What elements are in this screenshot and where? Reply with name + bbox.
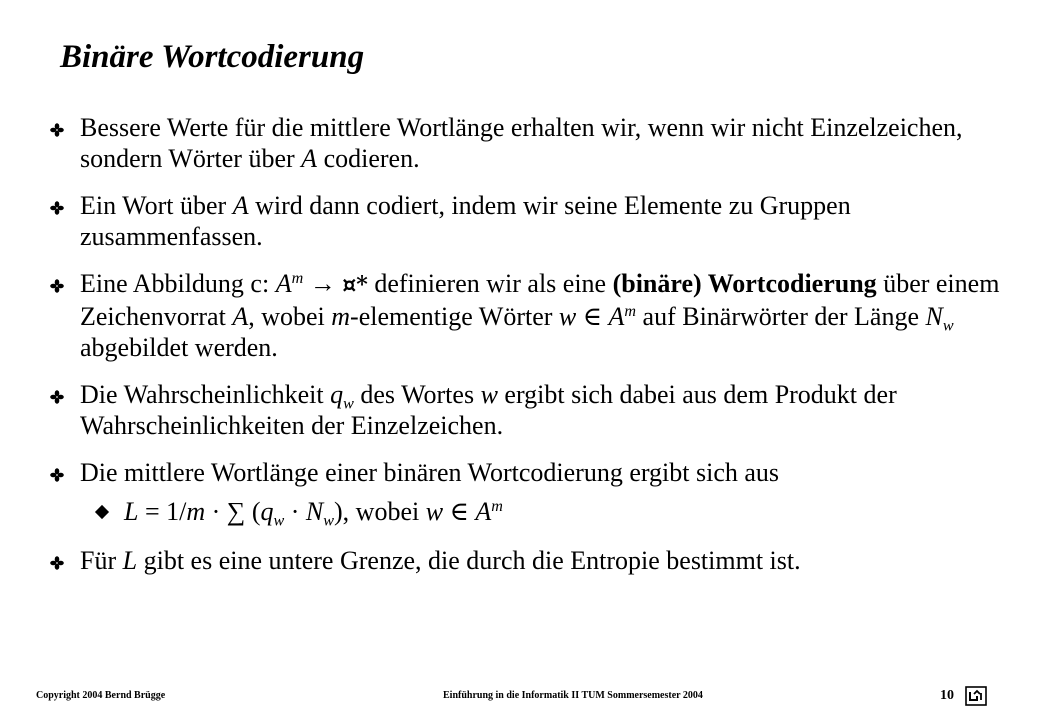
arrow-symbol: →	[303, 269, 343, 298]
bullet-6-text-b: gibt es eine untere Grenze, die durch die Entropie bestimmt ist.	[137, 546, 801, 575]
bullet-2-text-a: Ein Wort über	[80, 191, 233, 220]
bullet-3-text-c: über einem Zeichenvorrat	[80, 269, 1000, 331]
bullet-3-text-b: definieren wir als eine	[367, 269, 613, 298]
formula-var-q: q	[260, 497, 274, 526]
formula-sub-w1: w	[273, 512, 285, 530]
formula-text-a: = 1/	[138, 497, 187, 526]
formula-text-d: ), wobei	[334, 497, 426, 526]
bullet-1-var-a: A	[301, 144, 318, 173]
footer-copyright: Copyright 2004 Bernd Brügge	[36, 690, 166, 701]
bullet-6-text-a: Für	[80, 546, 123, 575]
bullet-item-2	[50, 190, 1010, 252]
element-of-symbol: ∈	[576, 302, 609, 331]
bullet-3-sub-w: w	[942, 317, 954, 335]
four-leaf-bullet-icon	[50, 279, 64, 293]
bullet-item-4	[50, 379, 1010, 441]
bullet-3-var-e: A	[608, 302, 625, 331]
page-number: 10	[940, 688, 954, 703]
four-leaf-bullet-icon	[50, 201, 64, 215]
bullet-3-var-f: N	[925, 302, 943, 331]
bullet-3-var-c: m	[331, 302, 351, 331]
formula-var-n: N	[305, 497, 324, 526]
bullet-3-bold-term: (binäre) Wortcodierung	[612, 269, 877, 298]
four-leaf-bullet-icon	[50, 468, 64, 482]
bullet-4-var-q: q	[330, 380, 344, 409]
tum-logo-icon[interactable]	[965, 686, 987, 706]
bullet-3-text-f: auf Binärwörter der Länge	[636, 302, 926, 331]
bullet-4-var-w: w	[480, 380, 498, 409]
bullet-4-text-c: ergibt sich dabei aus dem Produkt der Wahrscheinlichkeiten der Einzelzeichen.	[80, 380, 897, 440]
bullet-list	[50, 112, 1010, 592]
bullet-3-text-g: abgebildet werden.	[80, 333, 278, 362]
bullet-2-var-a: A	[232, 191, 249, 220]
bullet-1-text-a: Bessere Werte für die mittlere Wortlänge erhalten wir, wenn wir nicht Einzelzeichen, sondern Wörter über	[80, 113, 963, 173]
four-leaf-bullet-icon	[50, 123, 64, 137]
sub-bullet-formula	[50, 496, 1010, 530]
formula-sup-m: m	[491, 498, 503, 516]
four-leaf-bullet-icon	[50, 556, 64, 570]
bullet-1-text-b: codieren.	[317, 144, 420, 173]
bullet-4-text-b: des Wortes	[353, 380, 481, 409]
bullet-3-var-b: A	[232, 302, 249, 331]
diamond-bullet-icon	[95, 505, 109, 519]
bullet-3-text-a: Eine Abbildung c:	[80, 269, 276, 298]
bullet-3-text-e: -elementige Wörter	[350, 302, 559, 331]
formula-var-m: m	[186, 497, 206, 526]
bullet-5-text: Die mittlere Wortlänge einer binären Wortcodierung ergibt sich aus	[80, 458, 780, 487]
binary-alphabet-symbol: ¤*	[342, 272, 368, 298]
bullet-item-5	[50, 457, 1010, 488]
bullet-item-1	[50, 112, 1010, 174]
formula-var-w: w	[425, 497, 444, 526]
four-leaf-bullet-icon	[50, 390, 64, 404]
bullet-3-sup-m: m	[291, 270, 304, 288]
formula-var-l: L	[124, 497, 139, 526]
bullet-3-var-a: A	[275, 269, 292, 298]
bullet-item-6	[50, 545, 1010, 576]
bullet-2-text-b: wird dann codiert, indem wir seine Elemente zu Gruppen zusammenfassen.	[80, 191, 851, 251]
bullet-4-text-a: Die Wahrscheinlichkeit	[80, 380, 331, 409]
bullet-3-text-d: , wobei	[248, 302, 332, 331]
bullet-4-sub-w: w	[343, 395, 354, 413]
formula-text-c: ·	[284, 497, 306, 526]
formula-text-b: · ∑ (	[205, 497, 261, 526]
bullet-3-sup-m2: m	[624, 303, 637, 321]
formula-var-a: A	[475, 497, 492, 526]
bullet-3-var-d: w	[558, 302, 577, 331]
formula-element-of: ∈	[443, 497, 476, 526]
slide-title: Binäre Wortcodierung	[60, 39, 365, 75]
footer-course: Einführung in die Informatik II TUM Sommersemester 2004	[443, 690, 703, 701]
bullet-6-var-l: L	[122, 546, 138, 575]
formula-sub-w2: w	[323, 512, 335, 530]
bullet-item-3	[50, 268, 1010, 363]
